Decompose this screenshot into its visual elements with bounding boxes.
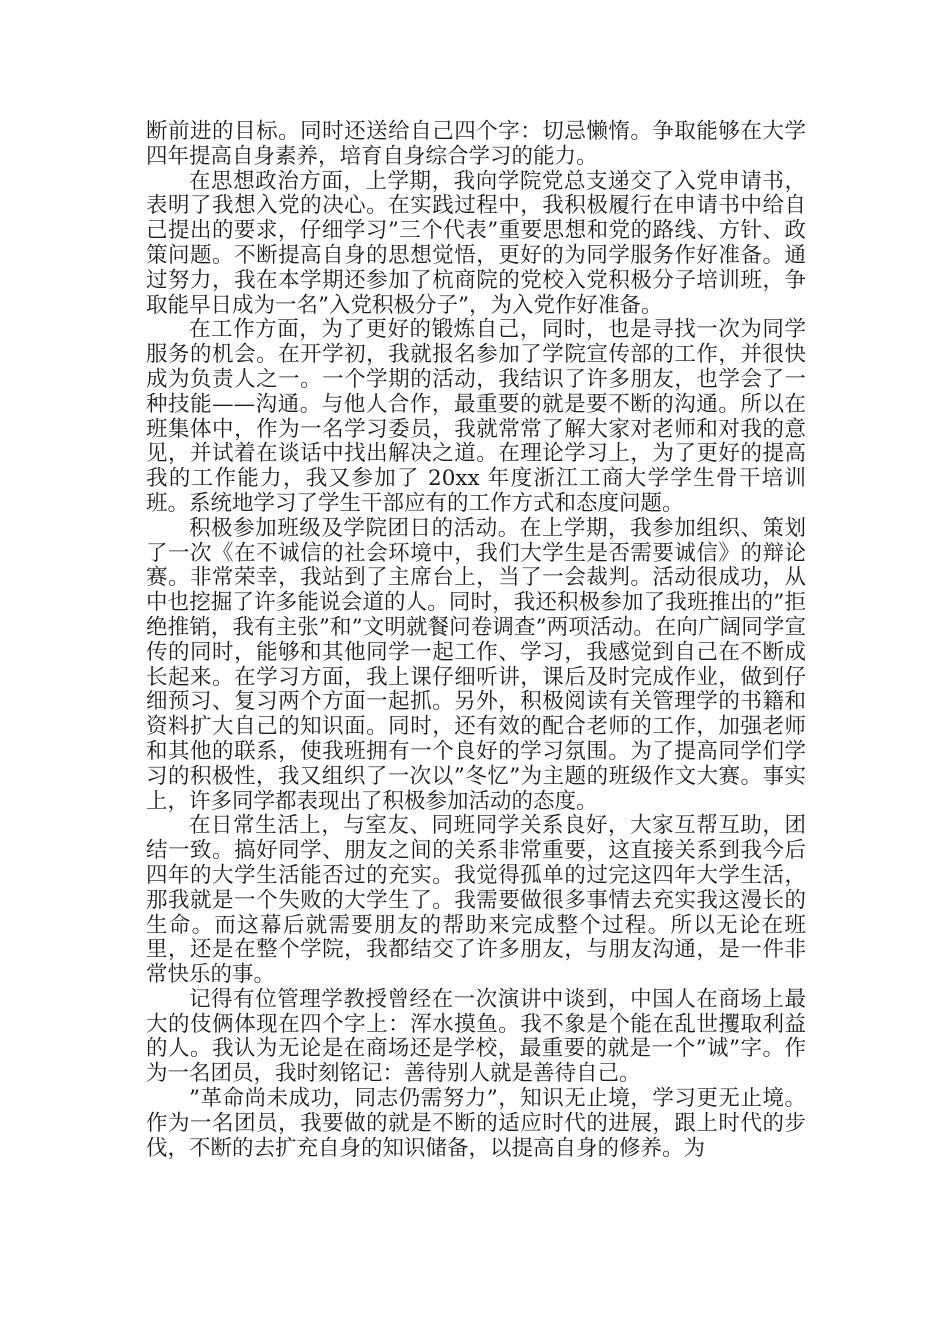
document-body <box>146 120 806 1161</box>
paragraph-work: 在工作方面，为了更好的锻炼自己，同时，也是寻找一次为同学服务的机会。在开学初，我就报名参加了学院宣传部的工作，并很快成为负责人之一。一个学期的活动，我结识了许多朋友，也学会了一种技能——沟通。与他人合作，最重要的就是要不断的沟通。所以在班集体中，作为一名学习委员，我就常常了解大家对老师和对我的意见，并试着在谈话中找出解决之道。在理论学习上，为了更好的提高我的工作能力，我又参加了 20xx 年度浙江工商大学学生骨干培训班。系统地学习了学生干部应有的工作方式和态度问题。 <box>146 317 806 516</box>
paragraph-political: 在思想政治方面，上学期，我向学院党总支递交了入党申请书，表明了我想入党的决心。在实践过程中，我积极履行在申请书中给自己提出的要求，仔细学习”三个代表”重要思想和党的路线、方针、政策问题。不断提高自身的思想觉悟，更好的为同学服务作好准备。通过努力，我在本学期还参加了杭商院的党校入党积极分子培训班，争取能早日成为一名”入党积极分子”，为入党作好准备。 <box>146 168 806 318</box>
paragraph-learning: ”革命尚未成功，同志仍需努力”，知识无止境，学习更无止境。作为一名团员，我要做的就是不断的适应时代的进展，跟上时代的步伐，不断的去扩充自身的知识储备，以提高自身的修养。为 <box>146 1086 806 1161</box>
paragraph-activities: 积极参加班级及学院团日的活动。在上学期，我参加组织、策划了一次《在不诚信的社会环境中，我们大学生是否需要诚信》的辩论赛。非常荣幸，我站到了主席台上，当了一会裁判。活动很成功，从中也挖掘了许多能说会道的人。同时，我还积极参加了我班推出的”拒绝推销，我有主张”和”文明就餐问卷调查”两项活动。在向广阔同学宣传的同时，能够和其他同学一起工作、学习，我感觉到自己在不断成长起来。在学习方面，我上课仔细听讲，课后及时完成作业，做到仔细预习、复习两个方面一起抓。另外，积极阅读有关管理学的书籍和资料扩大自己的知识面。同时，还有效的配合老师的工作，加强老师和其他的联系，使我班拥有一个良好的学习氛围。为了提高同学们学习的积极性，我又组织了一次以”冬忆”为主题的班级作文大赛。事实上，许多同学都表现出了积极参加活动的态度。 <box>146 515 806 814</box>
paragraph-integrity: 记得有位管理学教授曾经在一次演讲中谈到，中国人在商场上最大的伎俩体现在四个字上：浑水摸鱼。我不象是个能在乱世攫取利益的人。我认为无论是在商场还是学校，最重要的就是一个”诚”字。作为一名团员，我时刻铭记：善待别人就是善待自己。 <box>146 986 806 1087</box>
paragraph-daily-life: 在日常生活上，与室友、同班同学关系良好，大家互帮互助，团结一致。搞好同学、朋友之间的关系非常重要，这直接关系到我今后四年的大学生活能否过的充实。我觉得孤单的过完这四年大学生活，那我就是一个失败的大学生了。我需要做很多事情去充实我这漫长的生命。而这幕后就需要朋友的帮助来完成整个过程。所以无论在班里，还是在整个学院，我都结交了许多朋友，与朋友沟通，是一件非常快乐的事。 <box>146 813 806 988</box>
paragraph-continuation: 断前进的目标。同时还送给自己四个字：切忌懒惰。争取能够在大学四年提高自身素养，培育自身综合学习的能力。 <box>146 119 806 169</box>
